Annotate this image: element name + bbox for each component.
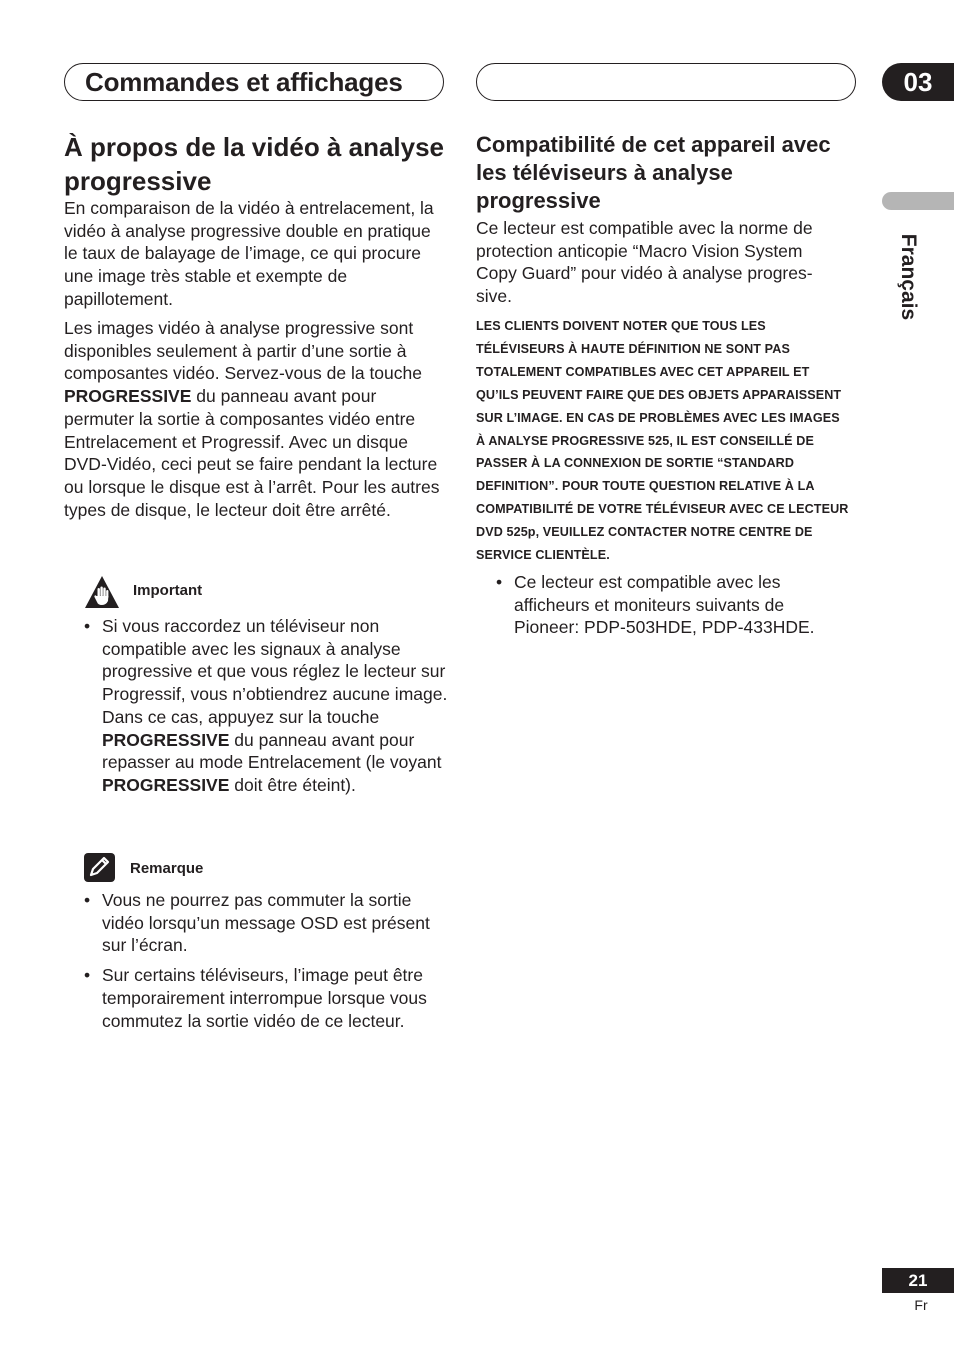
warning-hand-icon: [84, 575, 120, 609]
left-heading: À propos de la vidéo à analyse progressive: [64, 132, 445, 196]
pioneer-compat-bullet: [476, 571, 848, 639]
para2-text-b: du panneau avant pour permuter la sortie à composantes vidéo entre Entrelacement et Progressif. Avec un disque DVD-Vidéo, ceci peut se faire pendant la lecture ou lorsque le disque est à l’arrêt. Pour les autres types de disque, le lecteur doit être arrêté.: [64, 386, 440, 520]
progressive-keyword: PROGRESSIVE: [102, 729, 230, 750]
important-list: [64, 615, 449, 797]
left-paragraph-2: [64, 317, 449, 521]
section-title: Commandes et affichages: [85, 67, 403, 97]
header-blank-pill: [476, 63, 856, 101]
bullet-dot: •: [496, 572, 503, 592]
language-tab-bar: [882, 192, 954, 210]
right-heading: Compatibilité de cet appareil avec les téléviseurs à analyse progressive: [476, 132, 831, 213]
note-bullet: [64, 964, 449, 1032]
page-language-code: Fr: [914, 1297, 928, 1313]
compatibility-warning: LES CLIENTS DOIVENT NOTER QUE TOUS LES TÉLÉVISEURS À HAUTE DÉFINITION NE SONT PAS TOTALEMENT COMPATIBLES AVEC CET APPAREIL ET QU’ILS PEUVENT FAIRE QUE DES OBJETS APPARAISSENT SUR L’IMAGE. EN CAS DE PROBLÈMES AVEC LES IMAGES À ANALYSE PROGRESSIVE 525, IL EST CONSEILLÉ DE PASSER À LA CONNEXION DE SORTIE “STANDARD DEFINITION”. POUR TOUTE QUESTION RELATIVE À LA COMPATIBILITÉ DE VOTRE TÉLÉVISEUR AVEC CE LECTEUR DVD 525p, VEUILLEZ CONTACTER NOTRE CENTRE DE SERVICE CLIENTÈLE.: [476, 319, 849, 563]
para2-text-a: Les images vidéo à analyse progressive sont disponibles seulement à partir d’une sortie à composantes vidéo. Servez-vous de la touche: [64, 318, 422, 384]
important-bullet: [64, 615, 449, 797]
important-text-a: Si vous raccordez un téléviseur non compatible avec les signaux à analyse progressive et que vous réglez le lecteur sur Progressif, vous n’obtiendrez aucune image. Dans ce cas, appuyez sur la touche: [102, 616, 448, 727]
progressive-keyword: PROGRESSIVE: [64, 386, 192, 407]
left-column: [64, 130, 454, 198]
important-text-c: doit être éteint).: [234, 774, 356, 795]
note-bullet: [64, 889, 449, 957]
section-header-pill: [64, 63, 444, 101]
note-bullet-text: Sur certains téléviseurs, l’image peut être temporairement interrompue lorsque vous commutez la sortie vidéo de ce lecteur.: [102, 965, 427, 1031]
note-bullet-text: Vous ne pourrez pas commuter la sortie vidéo lorsqu’un message OSD est présent sur l’écran.: [102, 890, 430, 956]
right-paragraph-1: Ce lecteur est compatible avec la norme de protection anticopie “Macro Vision System Copy Guard” pour vidéo à analyse progres-sive.: [476, 218, 813, 307]
bullet-dot: •: [84, 616, 91, 636]
right-list: [476, 571, 848, 639]
chapter-tab: [882, 63, 954, 101]
chapter-number: 03: [903, 67, 933, 97]
note-pencil-icon: [84, 853, 115, 882]
pioneer-compat-text: Ce lecteur est compatible avec les afficheurs et moniteurs suivants de Pioneer: PDP-503HDE, PDP-433HDE.: [514, 572, 815, 638]
bullet-dot: •: [84, 965, 91, 986]
note-list: [64, 889, 449, 1032]
bullet-dot: •: [84, 890, 91, 910]
left-paragraph-1: En comparaison de la vidéo à entrelacement, la vidéo à analyse progressive double en pratique le taux de balayage de l’image, ce qui procure une image très stable et exempte de papillotement.: [64, 198, 434, 309]
page-number-tab: [882, 1268, 954, 1293]
note-label: Remarque: [130, 860, 204, 877]
page-number: 21: [908, 1271, 928, 1290]
progressive-keyword: PROGRESSIVE: [102, 774, 230, 795]
language-label: Français: [897, 233, 920, 321]
important-text-b: du panneau avant pour repasser au mode Entrelacement (le voyant: [102, 729, 442, 773]
important-label: Important: [133, 582, 203, 599]
